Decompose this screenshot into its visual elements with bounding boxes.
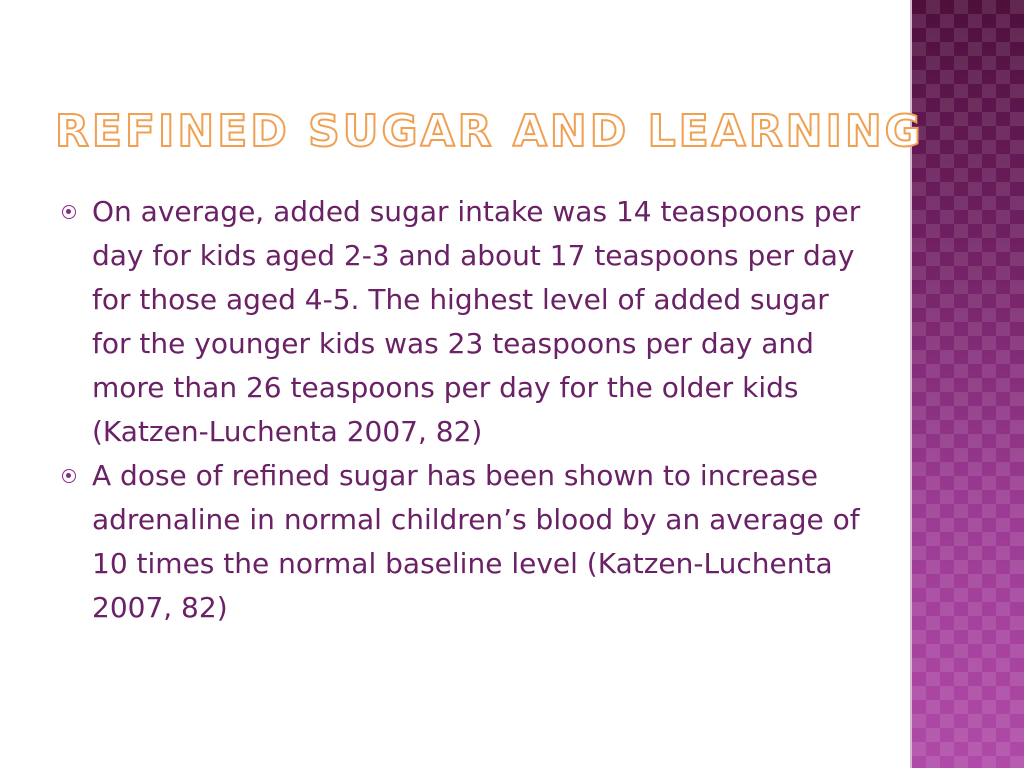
circle-bullet-icon (62, 205, 76, 219)
slide-title: REFINED SUGAR AND LEARNING (55, 106, 924, 157)
bullet-text: A dose of refined sugar has been shown to increase adrenaline in normal children’s blood by an average of 10 times the normal baseline level (Katzen-Luchenta 2007, 82) (92, 459, 860, 624)
bullet-item (62, 454, 862, 630)
bullet-item (62, 190, 862, 454)
bullet-list (62, 190, 862, 630)
decorative-side-panel (912, 0, 1024, 768)
circle-bullet-icon (62, 469, 76, 483)
bullet-text: On average, added sugar intake was 14 teaspoons per day for kids aged 2-3 and about 17 teaspoons per day for those aged 4-5. The highest level of added sugar for the younger kids was 23 teaspoons per day and more than 26 teaspoons per day for the older kids (Katzen-Luchenta 2007, 82) (92, 195, 861, 448)
